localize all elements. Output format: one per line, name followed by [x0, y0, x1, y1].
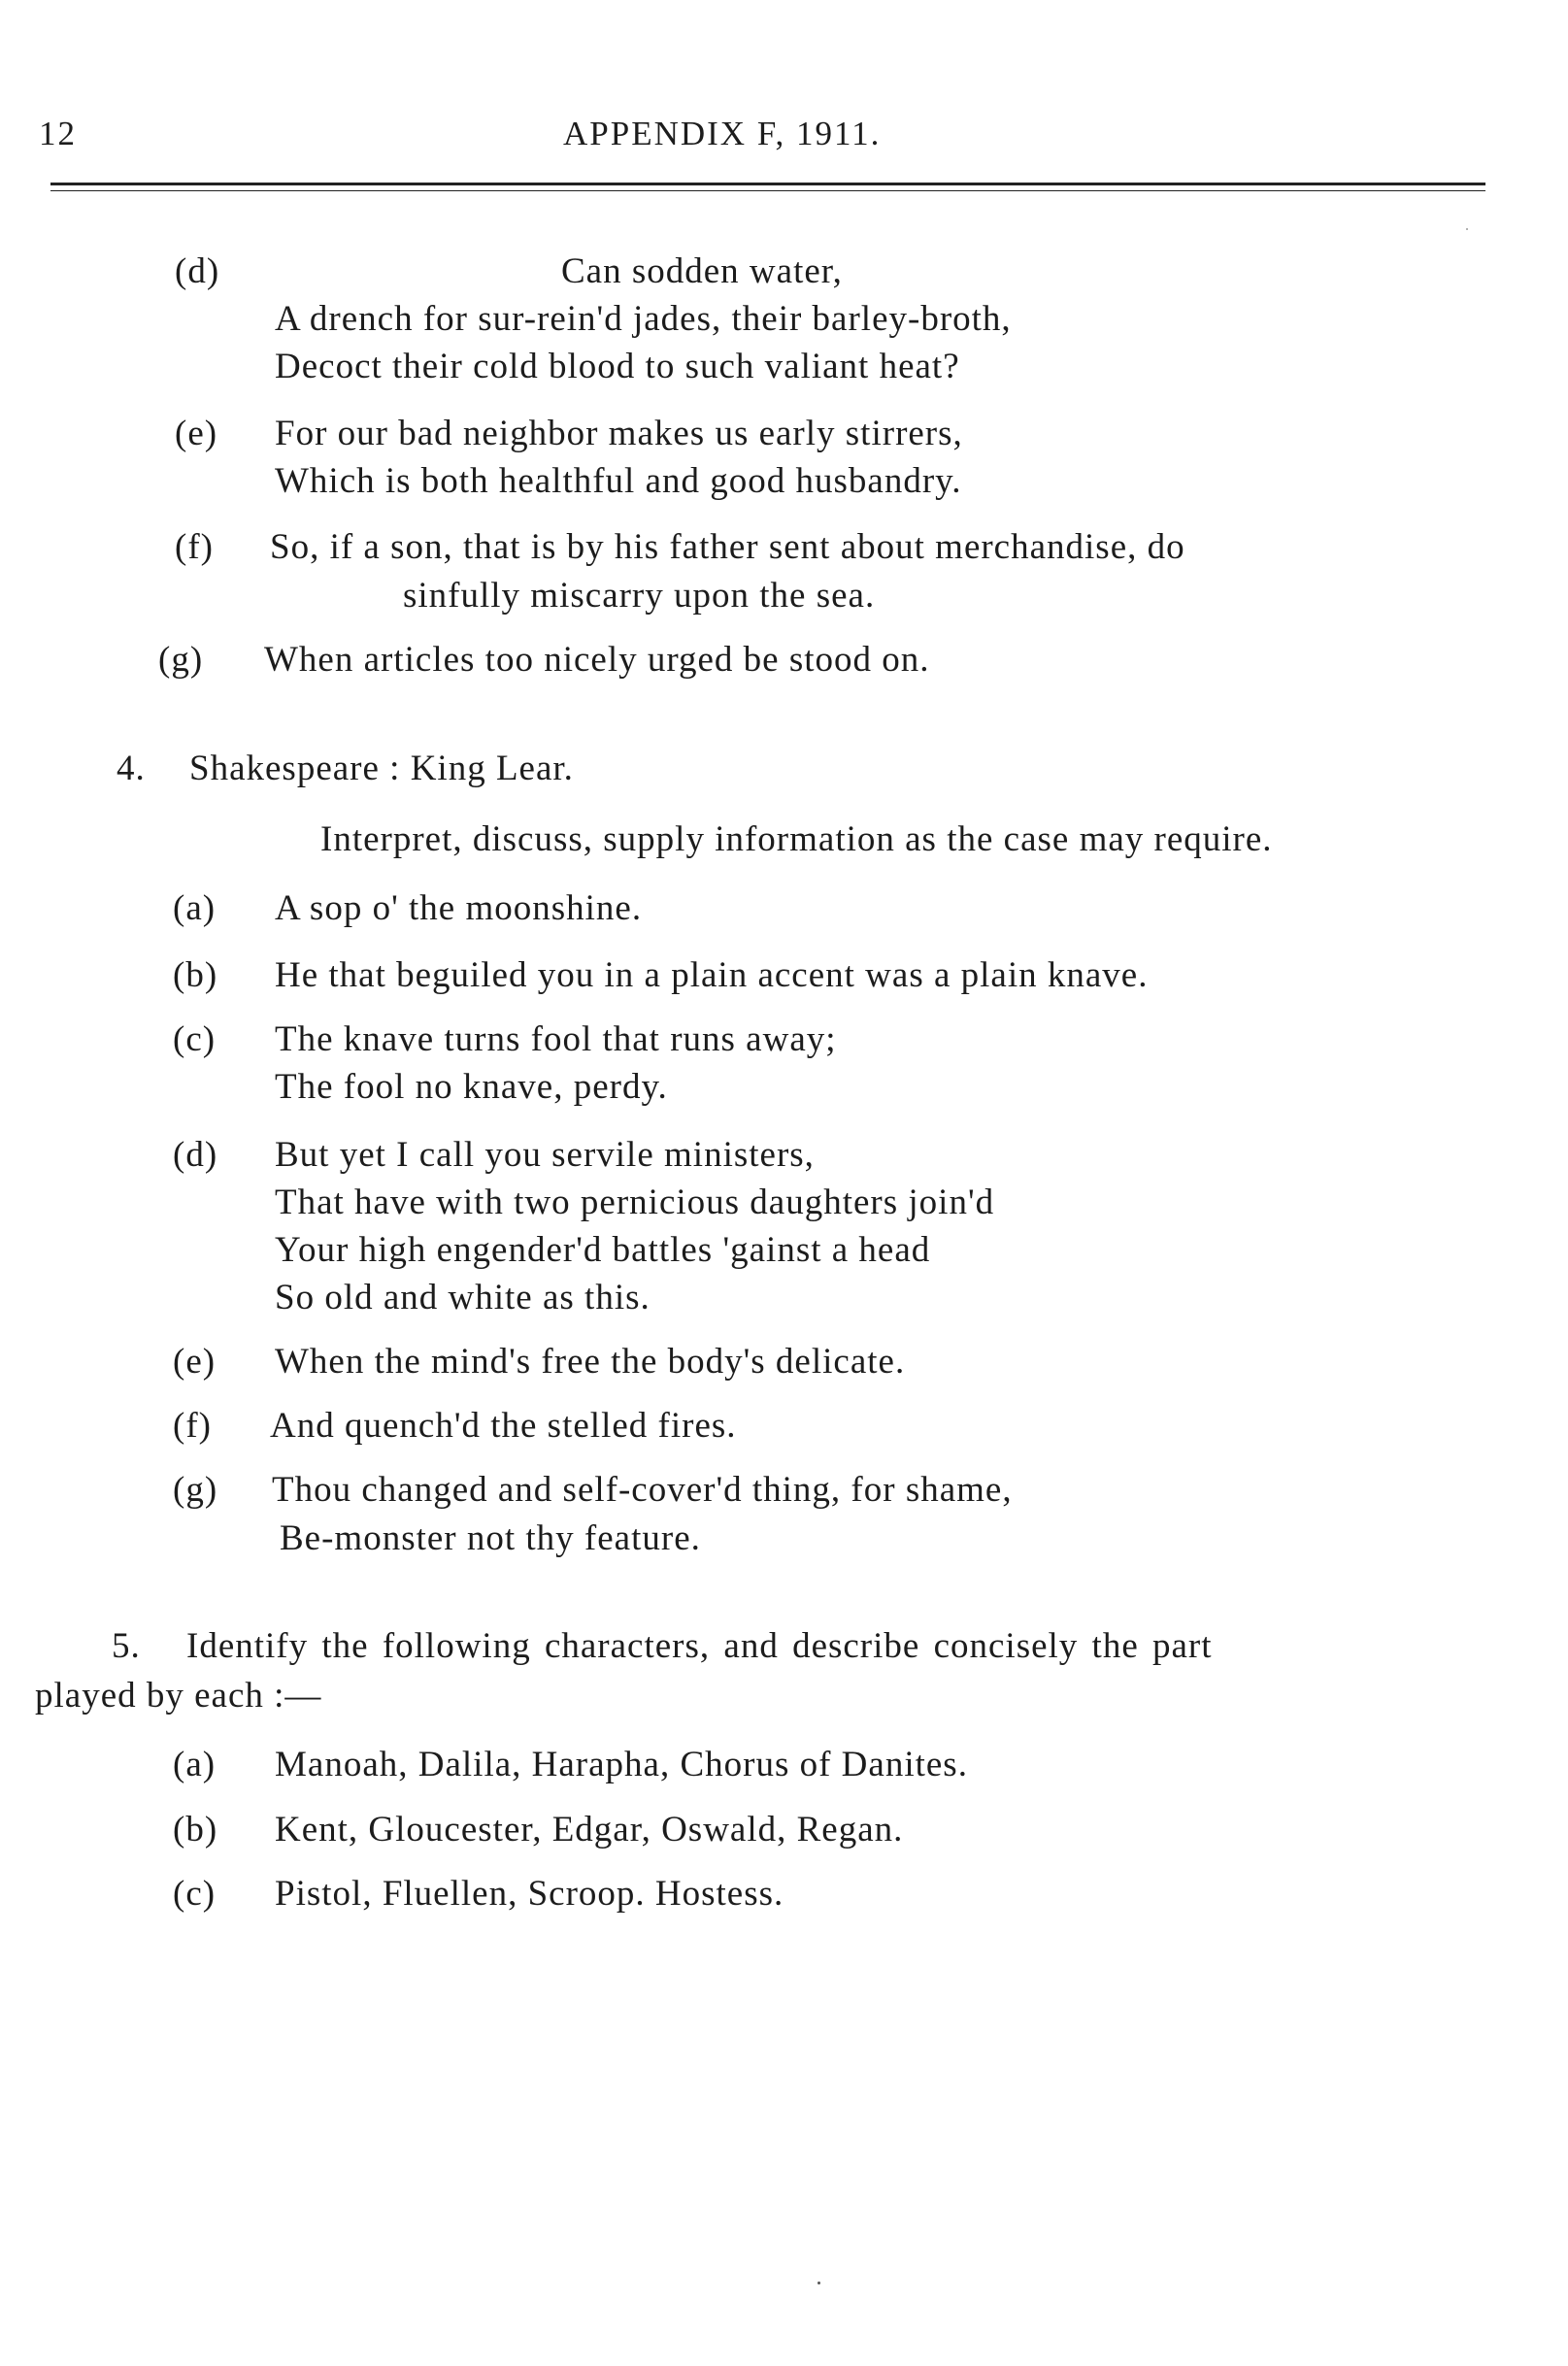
item-label: (a): [173, 888, 217, 928]
section-number: 4.: [117, 749, 146, 788]
item-label: (f): [175, 527, 214, 567]
quote-line: When the mind's free the body's delicate.: [275, 1342, 906, 1382]
header-rule-thin: [50, 190, 1485, 191]
character-list: Kent, Gloucester, Edgar, Oswald, Regan.: [275, 1810, 904, 1849]
item-label: (a): [173, 1745, 217, 1784]
quote-line: He that beguiled you in a plain accent was a plain knave.: [275, 955, 1149, 995]
character-list: Manoah, Dalila, Harapha, Chorus of Danites.: [275, 1745, 968, 1784]
item-label: (g): [173, 1470, 218, 1510]
item-label: (b): [173, 1810, 218, 1849]
header-rule-thick: [50, 183, 1485, 185]
item-label: (g): [158, 640, 204, 680]
verse-line: A drench for sur-rein'd jades, their barley-broth,: [275, 299, 1012, 339]
character-list: Pistol, Fluellen, Scroop. Hostess.: [275, 1874, 784, 1914]
verse-line: Decoct their cold blood to such valiant heat?: [275, 347, 960, 386]
quote-line: That have with two pernicious daughters join'd: [275, 1183, 995, 1222]
section-title: Shakespeare : King Lear.: [189, 749, 574, 788]
print-speck: [817, 2282, 820, 2284]
section-instruction: Interpret, discuss, supply information as the case may require.: [320, 819, 1273, 859]
item-label: (d): [175, 251, 220, 291]
page-header-title: APPENDIX F, 1911.: [563, 115, 882, 152]
section-number: 5.: [112, 1626, 141, 1666]
quote-line: Your high engender'd battles 'gainst a head: [275, 1230, 931, 1270]
verse-line: Which is both healthful and good husbandry.: [275, 461, 962, 501]
section-prompt-line: Identify the following characters, and describe concisely the part: [186, 1626, 1213, 1666]
quote-line: But yet I call you servile ministers,: [275, 1135, 815, 1175]
quote-line: So old and white as this.: [275, 1278, 651, 1317]
item-label: (e): [173, 1342, 217, 1382]
quote-line: Thou changed and self-cover'd thing, for shame,: [272, 1470, 1013, 1510]
quote-line: And quench'd the stelled fires.: [270, 1406, 737, 1446]
prose-line: sinfully miscarry upon the sea.: [403, 576, 876, 616]
quote-line: The knave turns fool that runs away;: [275, 1019, 837, 1059]
item-label: (b): [173, 955, 218, 995]
verse-line: For our bad neighbor makes us early stirrers,: [275, 414, 963, 453]
item-label: (e): [175, 414, 218, 453]
quote-line: Be-monster not thy feature.: [280, 1518, 701, 1558]
page-number: 12: [39, 115, 77, 152]
verse-line: Can sodden water,: [561, 251, 843, 291]
quote-line: The fool no knave, perdy.: [275, 1067, 668, 1107]
item-label: (d): [173, 1135, 218, 1175]
item-label: (c): [173, 1019, 217, 1059]
verse-line: When articles too nicely urged be stood on.: [264, 640, 930, 680]
prose-line: So, if a son, that is by his father sent about merchandise, do: [270, 527, 1185, 567]
print-speck: [1466, 228, 1468, 230]
item-label: (c): [173, 1874, 217, 1914]
quote-line: A sop o' the moonshine.: [275, 888, 643, 928]
item-label: (f): [173, 1406, 212, 1446]
section-prompt-line: played by each :—: [35, 1676, 322, 1716]
